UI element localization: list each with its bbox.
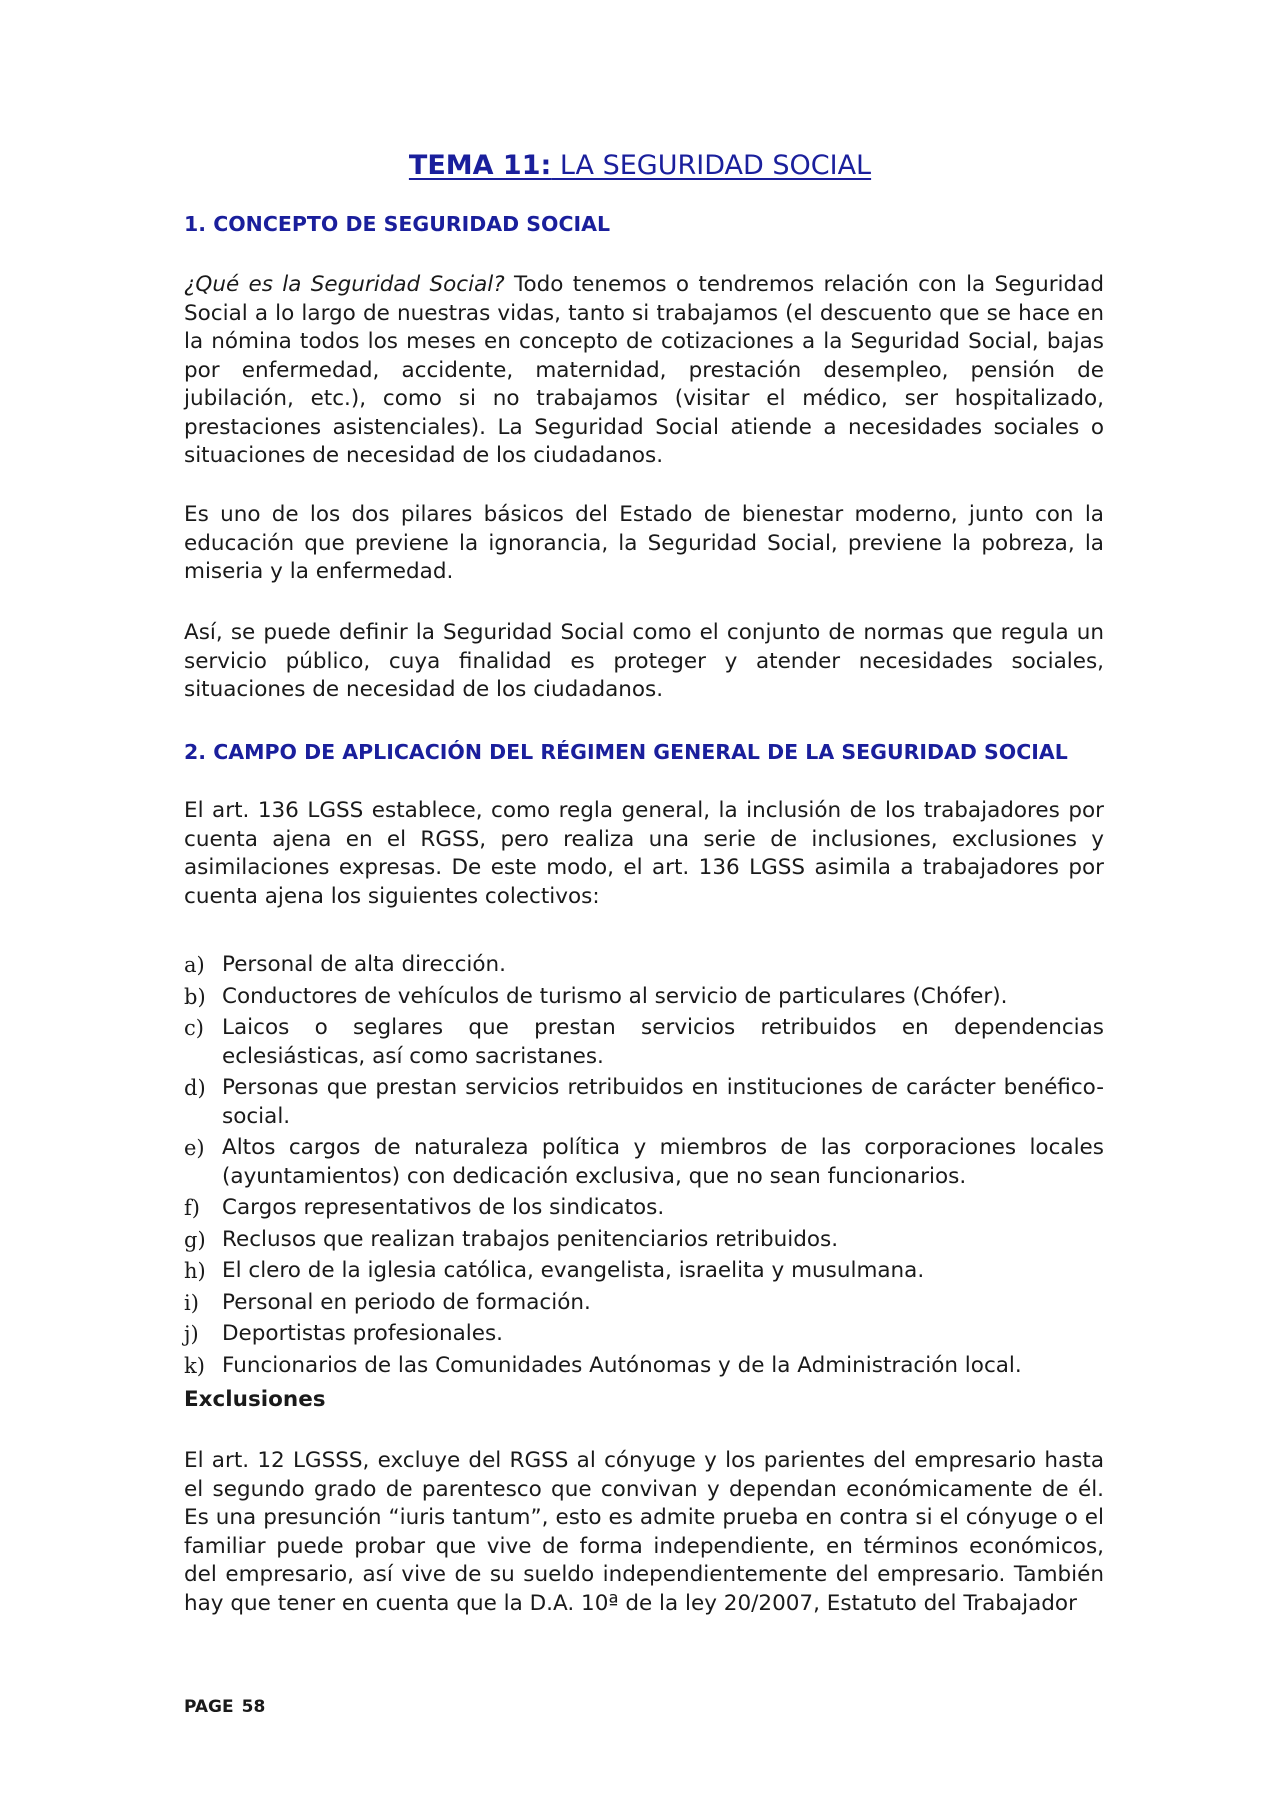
question-text: ¿Qué es la Seguridad Social? — [184, 272, 505, 297]
section-1-paragraph-3: Así, se puede definir la Seguridad Social como el conjunto de normas que regula un servicio público, cuya finalidad es proteger y atender necesidades sociales, situaciones de necesidad de los ciudadanos. — [184, 620, 1104, 702]
title-text: LA SEGURIDAD SOCIAL — [551, 150, 872, 181]
list-item — [184, 1257, 1104, 1286]
list-item-marker: j) — [184, 1322, 199, 1346]
list-item — [184, 1074, 1104, 1131]
list-item-marker: g) — [184, 1227, 206, 1252]
list-item — [184, 1289, 1104, 1318]
list-item-marker: i) — [184, 1290, 199, 1315]
list-item-marker: b) — [184, 984, 206, 1009]
list-item-text: Personal en periodo de formación. — [222, 1289, 591, 1315]
list-item-text: El clero de la iglesia católica, evangelista, israelita y musulmana. — [222, 1258, 925, 1283]
list-item-marker: a) — [184, 953, 205, 977]
list-item-text: Personas que prestan servicios retribuidos en instituciones de carácter benéfico-social. — [222, 1075, 1104, 1129]
list-item — [184, 1014, 1104, 1071]
list-item — [184, 1352, 1104, 1381]
exclusions-paragraph: El art. 12 LGSSS, excluye del RGSS al cónyuge y los parientes del empresario hasta el segundo grado de parentesco que convivan y dependan económicamente de él. Es una presunción “iuris tantum”, esto es admite prueba en contra si el cónyuge o el familiar puede probar que vive de forma independiente, en términos económicos, del empresario, así vive de su sueldo independientemente del empresario. También hay que tener en cuenta que la D.A. 10ª de la ley 20/2007, Estatuto del Trabajador — [184, 1448, 1104, 1616]
list-item-marker: h) — [184, 1259, 206, 1283]
list-item-marker: d) — [184, 1076, 206, 1100]
exclusions-heading: Exclusiones — [184, 1387, 326, 1412]
section-2-intro: El art. 136 LGSS establece, como regla general, la inclusión de los trabajadores por cuenta ajena en el RGSS, pero realiza una serie de inclusiones, exclusiones y asimilaciones expresas. De este modo, el art. 136 LGSS asimila a trabajadores por cuenta ajena los siguientes colectivos: — [184, 798, 1104, 909]
list-item — [184, 983, 1104, 1012]
assimilated-collectives-list — [184, 951, 1104, 1383]
list-item — [184, 1134, 1104, 1191]
section-1-paragraph-1 — [184, 271, 1104, 471]
section-1-paragraph-2: Es uno de los dos pilares básicos del Estado de bienestar moderno, junto con la educación que previene la ignorancia, la Seguridad Social, previene la pobreza, la miseria y la enfermedad. — [184, 502, 1104, 584]
list-item-text: Laicos o seglares que prestan servicios retribuidos en dependencias eclesiásticas, así como sacristanes. — [222, 1015, 1104, 1069]
list-item — [184, 951, 1104, 980]
title-prefix: TEMA 11: — [408, 150, 552, 181]
section-2-heading: 2. CAMPO DE APLICACIÓN DEL RÉGIMEN GENERAL DE LA SEGURIDAD SOCIAL — [184, 740, 1068, 764]
page-title — [0, 150, 1280, 181]
list-item-text: Personal de alta dirección. — [222, 952, 506, 977]
list-item-text: Altos cargos de naturaleza política y miembros de las corporaciones locales (ayuntamientos) con dedicación exclusiva, que no sean funcionarios. — [222, 1135, 1104, 1189]
section-1-heading: 1. CONCEPTO DE SEGURIDAD SOCIAL — [184, 212, 611, 236]
list-item-text: Funcionarios de las Comunidades Autónomas y de la Administración local. — [222, 1352, 1022, 1378]
list-item — [184, 1194, 1104, 1223]
list-item-marker: e) — [184, 1136, 205, 1160]
page-footer — [184, 1697, 265, 1717]
list-item-marker: c) — [184, 1016, 204, 1040]
page-number: 58 — [241, 1697, 266, 1717]
list-item-text: Cargos representativos de los sindicatos. — [222, 1195, 665, 1220]
list-item-text: Conductores de vehículos de turismo al servicio de particulares (Chófer). — [222, 983, 1008, 1009]
paragraph-1-text: Todo tenemos o tendremos relación con la Seguridad Social a lo largo de nuestras vidas, tanto si trabajamos (el descuento que se hace en la nómina todos los meses en concepto de cotizaciones a la Seguridad Social, bajas por enfermedad, accidente, maternidad, prestación desempleo, pensión de jubilación, etc.), como si no trabajamos (visitar el médico, ser hospitalizado, prestaciones asistenciales). La Seguridad Social atiende a necesidades sociales o situaciones de necesidad de los ciudadanos. — [184, 272, 1104, 468]
list-item-text: Deportistas profesionales. — [222, 1321, 504, 1346]
page-label: PAGE — [184, 1697, 234, 1717]
list-item-text: Reclusos que realizan trabajos penitenciarios retribuidos. — [222, 1226, 839, 1252]
list-item-marker: k) — [184, 1353, 205, 1378]
list-item-marker: f) — [184, 1196, 200, 1220]
list-item — [184, 1320, 1104, 1349]
list-item — [184, 1226, 1104, 1255]
